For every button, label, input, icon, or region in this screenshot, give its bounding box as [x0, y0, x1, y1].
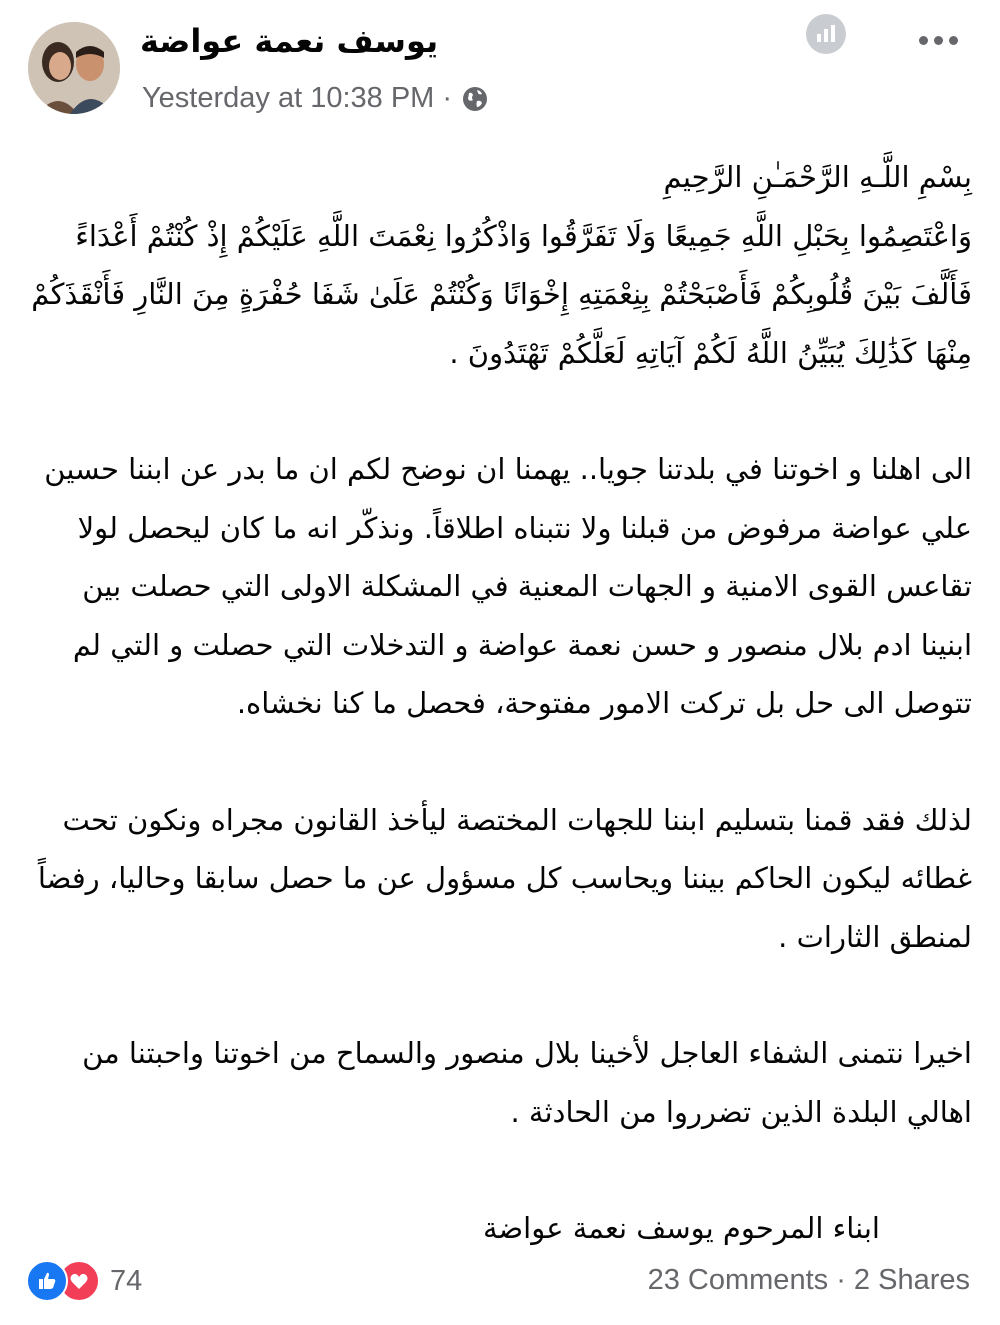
comments-count[interactable]: 23 Comments: [647, 1264, 829, 1296]
profile-photo: [28, 22, 120, 114]
post-paragraph-handover: لذلك فقد قمنا بتسليم ابننا للجهات المختصة ليأخذ القانون مجراه ونكون تحت غطائه ليكون الحاكم بيننا ويحاسب كل مسؤول عن ما حصل سابقا وحاليا، رفضاً لمنطق الثارات .: [37, 802, 972, 954]
post-body: [28, 148, 972, 1258]
stats-separator: ·: [836, 1264, 846, 1296]
more-dot: [934, 36, 943, 45]
author-avatar[interactable]: [28, 22, 120, 114]
post-signature: ابناء المرحوم يوسف نعمة عواضة: [482, 1211, 880, 1245]
globe-icon[interactable]: [460, 84, 490, 114]
post-header: [0, 0, 1000, 130]
insights-icon[interactable]: [806, 14, 846, 54]
post-timestamp[interactable]: Yesterday at 10:38 PM: [142, 82, 435, 114]
like-icon: [26, 1260, 68, 1302]
post-paragraph-wishes: اخيرا نتمنى الشفاء العاجل لأخينا بلال منصور والسماح من اخوتنا واحبتنا من اهالي البلدة الذين تضرروا من الحادثة .: [82, 1036, 972, 1129]
reactions-summary[interactable]: [26, 1260, 142, 1302]
post-paragraph-quran: بِسْمِ اللَّـهِ الرَّحْمَـٰنِ الرَّحِيمِ وَاعْتَصِمُوا بِحَبْلِ اللَّهِ جَمِيعًا وَلَا تَفَرَّقُوا وَاذْكُرُوا نِعْمَتَ اللَّهِ عَلَيْكُمْ إِذْ كُنْتُمْ أَعْدَاءً فَأَلَّفَ بَيْنَ قُلُوبِكُمْ فَأَصْبَحْتُمْ بِنِعْمَتِهِ إِخْوَانًا وَكُنْتُمْ عَلَىٰ شَفَا حُفْرَةٍ مِنَ النَّارِ فَأَنْقَذَكُمْ مِنْهَا كَذَٰلِكَ يُبَيِّنُ اللَّهُ لَكُمْ آيَاتِهِ لَعَلَّكُمْ تَهْتَدُونَ .: [31, 160, 972, 370]
post-meta: [142, 82, 490, 115]
reaction-count: 74: [110, 1264, 143, 1297]
post-footer: [0, 1250, 1000, 1310]
post-stats: [648, 1264, 970, 1297]
more-options-icon[interactable]: [908, 20, 968, 60]
more-dot: [919, 36, 928, 45]
author-name[interactable]: يوسف نعمة عواضة: [140, 22, 439, 60]
meta-separator: ·: [442, 82, 453, 114]
shares-count[interactable]: 2 Shares: [853, 1264, 970, 1296]
post-paragraph-statement: الى اهلنا و اخوتنا في بلدتنا جويا.. يهمنا ان نوضح لكم ان ما بدر عن ابننا حسين علي عواضة مرفوض من قبلنا ولا نتبناه اطلاقاً. ونذكّر انه ما كان ليحصل لولا تقاعس القوى الامنية و الجهات المعنية في المشكلة الاولى التي حصلت بين ابنينا ادم بلال منصور و حسن نعمة عواضة و التدخلات التي حصلت و التي لم تتوصل الى حل بل تركت الامور مفتوحة، فحصل ما كنا نخشاه.: [44, 452, 972, 720]
more-dot: [949, 36, 958, 45]
